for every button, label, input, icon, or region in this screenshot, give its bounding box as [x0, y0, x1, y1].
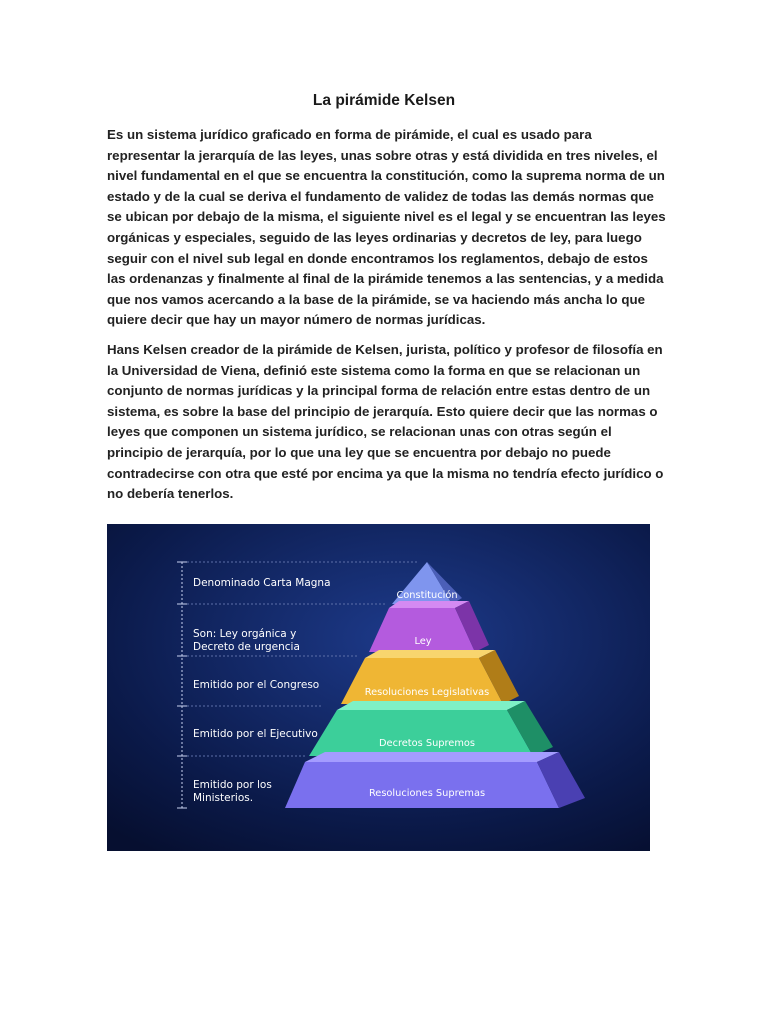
tier-label: Resoluciones Supremas — [368, 788, 486, 799]
tier-decretos-supremos — [309, 701, 553, 756]
tier-top — [365, 650, 495, 658]
tier-label: Decretos Supremos — [379, 738, 475, 749]
tier-resoluciones-legislativas — [341, 650, 519, 704]
tier-top — [389, 601, 469, 608]
kelsen-pyramid-svg — [107, 524, 650, 851]
tier-label: Constitución — [396, 590, 458, 601]
tier-top — [305, 752, 559, 762]
tier-resoluciones-supremas — [285, 752, 585, 808]
document-title: La pirámide Kelsen — [312, 92, 456, 109]
tier-label: Ley — [414, 636, 432, 647]
tier-top — [337, 701, 525, 710]
tier-label: Resoluciones Legislativas — [364, 687, 490, 698]
paragraph-2: Hans Kelsen creador de la pirámide de Kelsen, jurista, político y profesor de filosofía en la Universidad de Viena, definió este sistema como la forma en que se relacionan un conjunto de normas jurídicas y la principal forma de relación entre estas dentro de un sistema, es sobre la base del principio de jerarquía. Esto quiere decir que las normas o leyes que componen un sistema jurídico, se relacionan unas con otras según el principio de jerarquía, por lo que una ley que se encuentra por debajo no puede contradecirse con otra que esté por encima ya que la misma no tendría efecto jurídico o no debería tenerlos. — [107, 342, 664, 502]
side-label-4: Emitido por el Ejecutivo — [193, 728, 318, 740]
side-label-1: Denominado Carta Magna — [193, 577, 331, 589]
paragraph-1: Es un sistema jurídico graficado en forma de pirámide, el cual es usado para representar la jerarquía de las leyes, unas sobre otras y está dividida en tres niveles, el nivel fundamental en el que se encuentra la constitución, como la suprema norma de un estado y de la cual se deriva el fundamento de validez de todas las demás normas que se ubican por debajo de la misma, el siguiente nivel es el legal y se encuentran las leyes orgánicas y especiales, seguido de las leyes ordinarias y decretos de ley, para luego seguir con el nivel sub legal en donde encontramos los reglamentos, debajo de estos las ordenanzas y finalmente al final de la pirámide tenemos a las sentencias, y a medida que nos vamos acercando a la base de la pirámide, se va haciendo más ancha lo que quiere decir que hay un mayor número de normas jurídicas. — [107, 127, 666, 328]
kelsen-pyramid-figure — [107, 524, 650, 851]
side-label-2: Son: Ley orgánica y Decreto de urgencia — [193, 628, 300, 653]
side-label-3: Emitido por el Congreso — [193, 679, 320, 691]
tier-front — [285, 762, 559, 808]
side-label-5: Emitido por los Ministerios. — [193, 779, 272, 804]
tier-front — [309, 710, 533, 756]
